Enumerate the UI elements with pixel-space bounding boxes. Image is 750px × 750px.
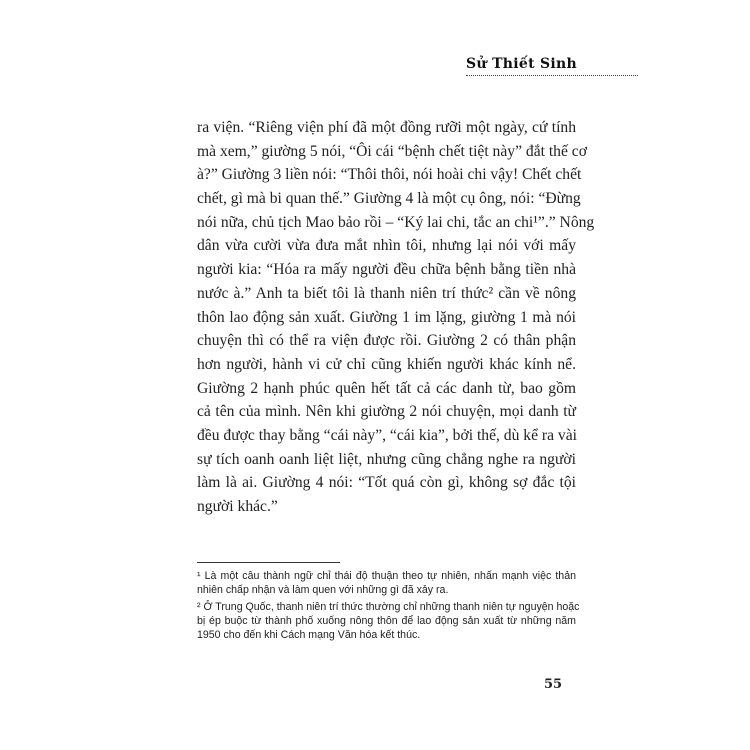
body-line: làm là ai. Giường 4 nói: “Tốt quá còn gì, không sợ đắc tội: [197, 474, 576, 492]
body-line: ra viện. “Riêng viện phí đã một đồng rưỡi một ngày, cứ tính: [197, 119, 576, 136]
body-line: người khác.”: [197, 498, 278, 515]
footnote-line: ¹ Là một câu thành ngữ chỉ thái độ thuận theo tự nhiên, nhấn mạnh việc thản: [197, 570, 576, 582]
body-line: sự tích oanh oanh liệt liệt, nhưng cũng chẳng nghe ra người: [197, 450, 576, 468]
body-line: người kia: “Hóa ra mấy người đều chữa bệnh bằng tiền nhà: [197, 261, 576, 279]
page-number: 55: [544, 677, 563, 692]
body-line: chết, gì mà bi quan thế.” Giường 4 là một cụ ông, nói: “Đừng: [197, 190, 581, 208]
footnote-line: nhiên chấp nhận và làm quen với những gì đã xảy ra.: [197, 584, 449, 596]
body-line: đều được thay bằng “cái này”, “cái kia”, bởi thế, dù kể ra vài: [197, 426, 577, 444]
footnote-line: 1950 cho đến khi Cách mạng Văn hóa kết thúc.: [197, 629, 421, 641]
body-text: [197, 116, 595, 519]
header-dotted-rule: [466, 75, 638, 76]
body-line: thôn lao động sản xuất. Giường 1 im lặng, giường 1 mà nói: [197, 308, 576, 326]
body-line: hơn người, hành vi cử chỉ cũng khiến người khác kính nể.: [197, 355, 576, 373]
footnote-2: [197, 600, 580, 642]
body-line: cả tên của mình. Nên khi giường 2 nói chuyện, mọi danh từ: [197, 403, 576, 421]
footnotes: [197, 569, 580, 645]
footnote-line: bị ép buộc từ thành phố xuống nông thôn để lao động sản xuất từ những năm: [197, 615, 576, 627]
body-line: nước à.” Anh ta biết tôi là thanh niên trí thức² cần về nông: [197, 284, 576, 302]
body-line: Giường 2 hạnh phúc quên hết tất cả các danh từ, bao gồm: [197, 379, 576, 397]
running-header: Sử Thiết Sinh: [466, 56, 578, 72]
body-line: mà xem,” giường 5 nói, “Ôi cái “bệnh chết tiệt này” đắt thế cơ: [197, 142, 587, 160]
body-line: dân vừa cười vừa đưa mắt nhìn tôi, nhưng lại nói với mấy: [197, 237, 576, 255]
footnote-rule: [197, 562, 340, 563]
footnote-line: ² Ở Trung Quốc, thanh niên trí thức thường chỉ những thanh niên tự nguyện hoặc: [197, 601, 580, 613]
body-line: à?” Giường 3 liền nói: “Thôi thôi, nói hoài chi vậy! Chết chết: [197, 166, 582, 184]
footnote-1: [197, 569, 576, 597]
body-line: chuyện thì có thể ra viện được rồi. Giường 2 có thân phận: [197, 332, 576, 350]
body-line: nói nữa, chủ tịch Mao bảo rồi – “Ký lai chi, tắc an chi¹”.” Nông: [197, 213, 595, 231]
